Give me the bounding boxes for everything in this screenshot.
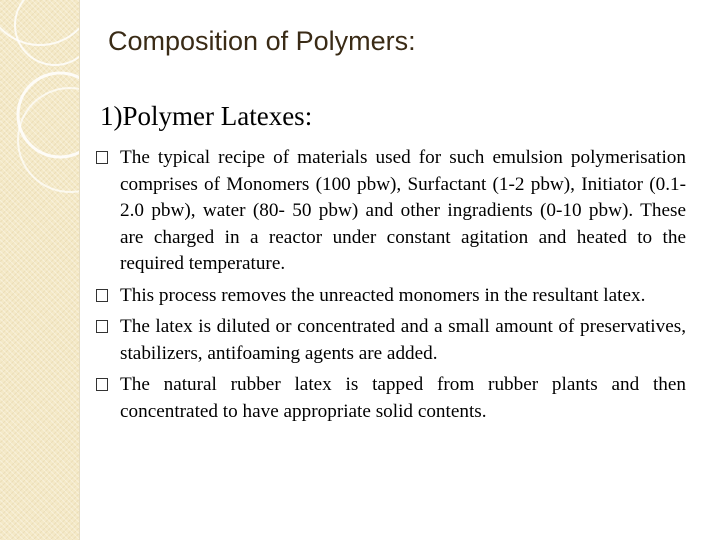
decorative-sidebar (0, 0, 79, 540)
square-bullet-icon (96, 289, 108, 302)
bullet-text: The latex is diluted or concentrated and a small amount of preservatives, stabilizers, antifoaming agents are added. (120, 316, 686, 364)
decorative-circles-graphic (0, 0, 79, 540)
section-heading: 1)Polymer Latexes: (100, 101, 313, 131)
sidebar-divider (79, 0, 80, 540)
slide-title: Composition of Polymers: (108, 26, 416, 56)
square-bullet-icon (96, 320, 108, 333)
bullet-item (96, 314, 686, 367)
square-bullet-icon (96, 378, 108, 391)
bullet-item (96, 283, 686, 310)
bullet-item (96, 145, 686, 278)
bullet-text: The natural rubber latex is tapped from rubber plants and then concentrated to have appropriate solid contents. (120, 374, 686, 422)
bullet-text: This process removes the unreacted monomers in the resultant latex. (120, 284, 646, 306)
bullet-list (96, 145, 686, 430)
bullet-text: The typical recipe of materials used for such emulsion polymerisation comprises of Monomers (100 pbw), Surfactant (1-2 pbw), Initiator (0.1-2.0 pbw), water (80- 50 pbw) and other ingradients (0-10 pbw). These are charged in a reactor under constant agitation and heated to the required temperature. (120, 147, 686, 274)
square-bullet-icon (96, 151, 108, 164)
bullet-item (96, 372, 686, 425)
